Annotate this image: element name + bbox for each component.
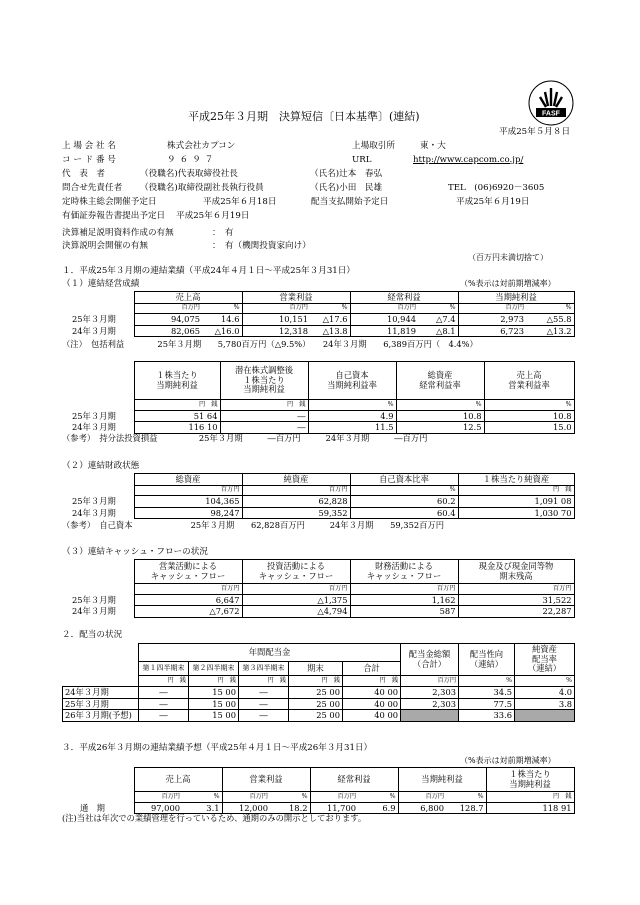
- table-cell: 40 00: [343, 710, 401, 722]
- section3-subtitle: （３）連結キャッシュ・フローの状況: [62, 547, 208, 557]
- table-cell: [62, 303, 134, 314]
- table-cell: ―: [239, 710, 289, 722]
- table-cell: 10.8: [396, 410, 484, 422]
- table-cell: 18.2: [270, 802, 310, 814]
- table-cell: ―: [139, 687, 189, 699]
- table-cell: 12,318: [242, 325, 310, 337]
- table-cell: 12.5: [396, 422, 484, 434]
- table-cell: ―: [239, 687, 289, 699]
- table-cell: △7,672: [134, 606, 242, 618]
- table-cell: 百万円: [458, 303, 526, 314]
- table-cell: 配当性向 （連結）: [459, 644, 515, 676]
- table-header-row: [63, 676, 575, 687]
- table-cell: %: [484, 400, 574, 411]
- table-cell: 2,303: [401, 687, 459, 699]
- table-cell: 百万円: [242, 584, 350, 595]
- table-cell: [62, 474, 134, 486]
- table-header-row: [63, 644, 575, 662]
- table-cell: 自己資本比率: [350, 474, 458, 486]
- table-cell: 百万円: [242, 303, 310, 314]
- table-cell: [62, 362, 134, 400]
- table-cell: 百万円: [401, 676, 459, 687]
- table-cell: 25年３月期: [72, 314, 116, 325]
- table-cell: 円 銭: [239, 676, 289, 687]
- table-cell: 82,065: [134, 325, 202, 337]
- table-cell: 3.8: [515, 698, 575, 710]
- table-cell: 62,828: [242, 496, 350, 508]
- per-share-ratios-table: [62, 361, 575, 434]
- table-cell: 60.4: [350, 507, 458, 519]
- financial-position-table: [62, 473, 575, 519]
- table-cell: 25 00: [289, 698, 343, 710]
- briefing-label: 決算説明会開催の有無: [62, 241, 148, 251]
- table-header-row: [62, 303, 574, 314]
- table-cell: %: [396, 400, 484, 411]
- table-cell: ―: [220, 410, 308, 422]
- table-cell: 6,800: [398, 802, 446, 814]
- table-cell: 百万円: [222, 792, 270, 803]
- table-cell: 22,287: [458, 606, 574, 618]
- table-cell: 116 10: [134, 422, 220, 434]
- table-cell: ―: [139, 710, 189, 722]
- report-filing-label: 有価証券報告書提出予定日: [62, 211, 166, 221]
- company-name-label: 上 場 会 社 名: [62, 141, 116, 151]
- code-label: コ ー ド 番 号: [62, 155, 116, 165]
- table-cell: 12,000: [222, 802, 270, 814]
- header-sales: 売上高: [134, 292, 242, 304]
- table-row: [63, 698, 575, 710]
- table-cell: 年間配当金: [139, 644, 401, 662]
- comprehensive-income-note: （注） 包括利益 25年３月期 5,780百万円（△9.5%） 24年３月期 6,389百万円（ 4.4%）: [62, 339, 478, 349]
- table-cell: △16.0: [202, 325, 242, 337]
- company-url-link[interactable]: http://www.capcom.co.jp/: [413, 155, 524, 165]
- table-cell: 純資産: [242, 474, 350, 486]
- table-cell: 円 銭: [139, 676, 189, 687]
- table-cell: 総資産 経常利益率: [396, 362, 484, 400]
- table-cell: 百万円: [350, 584, 458, 595]
- table-row: [62, 314, 574, 326]
- table-cell: 現金及び現金同等物 期末残高: [458, 560, 574, 584]
- table-cell: 40 00: [343, 687, 401, 699]
- header-net-income: 当期純利益: [458, 292, 574, 304]
- contact-title: （役職名)取締役副社長執行役員: [140, 183, 264, 193]
- table-header-row: [62, 474, 574, 486]
- table-cell: 百万円: [134, 485, 242, 496]
- table-cell: 25年３月期: [72, 496, 116, 507]
- table-cell: 24年３月期: [72, 606, 116, 617]
- table-cell: △13.2: [526, 325, 574, 337]
- table-cell: 純資産 配当率 （連結）: [515, 644, 575, 676]
- table-cell: 14.6: [202, 314, 242, 326]
- table-cell: 15 00: [189, 698, 239, 710]
- briefing-value: ： 有（機関投資家向け）: [212, 241, 311, 251]
- table-cell: 118 91: [486, 802, 574, 814]
- table-cell: 34.5: [459, 687, 515, 699]
- rep-label: 代 表 者: [62, 169, 105, 179]
- table-cell: △4,794: [242, 606, 350, 618]
- table-row: [62, 594, 574, 606]
- table-cell: [62, 292, 134, 304]
- table-cell: 77.5: [459, 698, 515, 710]
- table-cell: △8.1: [418, 325, 458, 337]
- exchange-label: 上場取引所: [352, 141, 395, 151]
- table-cell: 潜在株式調整後 １株当たり 当期純利益: [220, 362, 308, 400]
- table-cell: 合計: [343, 662, 401, 676]
- table-header-row: [62, 584, 574, 595]
- table-cell: 25年３月期: [72, 410, 116, 421]
- table-cell: %: [459, 676, 515, 687]
- table-cell: 40 00: [343, 698, 401, 710]
- dividends-table: [62, 643, 575, 722]
- table-cell: 総資産: [134, 474, 242, 486]
- table-cell: 営業活動による キャッシュ・フロー: [134, 560, 242, 584]
- table-cell: 円 銭: [458, 485, 574, 496]
- table-cell: 24年３月期: [72, 507, 116, 518]
- table-cell: 百万円: [458, 584, 574, 595]
- table-row: [62, 422, 574, 434]
- table-cell: 25 00: [289, 710, 343, 722]
- rounding-note: （百万円未満切捨て）: [468, 253, 548, 262]
- report-date: 平成25年５月８日: [499, 127, 571, 137]
- table-cell: [63, 662, 139, 676]
- table-cell: 6,723: [458, 325, 526, 337]
- table-cell: [515, 710, 575, 722]
- table-cell: 売上高 営業利益率: [484, 362, 574, 400]
- table-cell: 1,162: [350, 594, 458, 606]
- table-cell: 円 銭: [289, 676, 343, 687]
- section2-subtitle: （２）連結財政状態: [62, 461, 140, 471]
- logo-text: FASF: [542, 110, 560, 118]
- table-cell: [62, 584, 134, 595]
- table-cell: 円 銭: [486, 792, 574, 803]
- table-row: [62, 325, 574, 337]
- rep-title: （役職名)代表取締役社長: [140, 169, 238, 179]
- table-cell: 第３四半期末: [239, 662, 289, 676]
- table-cell: 11,819: [350, 325, 418, 337]
- table-cell: 98,247: [134, 507, 242, 519]
- table-cell: 百万円: [134, 584, 242, 595]
- table-cell: 円 銭: [189, 676, 239, 687]
- table-cell: 15.0: [484, 422, 574, 434]
- table-cell: 25 00: [289, 687, 343, 699]
- fasf-logo: [528, 80, 574, 126]
- table-cell: 59,352: [242, 507, 350, 519]
- contact-tel: TEL (06)6920－3605: [448, 183, 545, 193]
- table-cell: 11,700: [310, 802, 358, 814]
- table-cell: 円 銭: [343, 676, 401, 687]
- table-row: [62, 496, 574, 508]
- table-cell: 百万円: [134, 792, 182, 803]
- table-header-row: [62, 292, 574, 304]
- table-cell: １株当たり 当期純利益: [486, 768, 574, 792]
- rep-name: （氏名)辻本 春弘: [310, 169, 383, 179]
- equity-method-note: （参考） 持分法投資損益 25年３月期 ―百万円 24年３月期 ―百万円: [62, 433, 428, 443]
- supplementary-value: ： 有: [212, 228, 234, 238]
- table-cell: %: [308, 400, 396, 411]
- table-cell: 11.5: [308, 422, 396, 434]
- table-cell: △1,375: [242, 594, 350, 606]
- company-code: ９６９７: [167, 155, 218, 165]
- exchange: 東・大: [420, 141, 446, 151]
- table-cell: 2,973: [458, 314, 526, 326]
- table-cell: %: [350, 485, 458, 496]
- table-cell: 60.2: [350, 496, 458, 508]
- table-header-row: [62, 485, 574, 496]
- table-header-row: [62, 400, 574, 411]
- company-name: 株式会社カプコン: [167, 141, 236, 151]
- table-cell: 通 期: [80, 802, 105, 813]
- table-cell: 26年３月期(予想): [63, 710, 139, 722]
- table-cell: 24年３月期: [72, 422, 116, 433]
- table-header-row: [62, 792, 574, 803]
- table-cell: 1,091 08: [458, 496, 574, 508]
- table-cell: 売上高: [134, 768, 222, 792]
- table-cell: 円 銭: [220, 400, 308, 411]
- table-cell: 128.7: [446, 802, 486, 814]
- table-cell: 24年３月期: [63, 687, 139, 699]
- table-cell: 当期純利益: [398, 768, 486, 792]
- equity-note: （参考） 自己資本 25年３月期 62,828百万円 24年３月期 59,352百万円: [62, 520, 445, 530]
- cash-flow-table: [62, 559, 575, 618]
- table-cell: 財務活動による キャッシュ・フロー: [350, 560, 458, 584]
- section1-title: １．平成25年３月期の連結業績（平成24年４月１日～平成25年３月31日）: [62, 266, 355, 276]
- table-cell: 15 00: [189, 687, 239, 699]
- agm-label: 定時株主総会開催予定日: [62, 197, 157, 207]
- table-row: [63, 687, 575, 699]
- table-cell: 25年３月期: [63, 698, 139, 710]
- table-cell: 94,075: [134, 314, 202, 326]
- table-cell: %: [526, 303, 574, 314]
- table-cell: 25年３月期: [72, 594, 116, 605]
- table-cell: 10,151: [242, 314, 310, 326]
- table-cell: 104,365: [134, 496, 242, 508]
- table-cell: 4.0: [515, 687, 575, 699]
- table-header-row: [62, 560, 574, 584]
- table-cell: [62, 400, 134, 411]
- table-row: [62, 802, 574, 814]
- forecast-table: [62, 767, 575, 814]
- contact-name: （氏名)小田 民雄: [310, 183, 383, 193]
- page-title: 平成25年３月期 決算短信〔日本基準〕(連結): [188, 110, 420, 123]
- table-cell: %: [310, 303, 350, 314]
- table-cell: 1,030 70: [458, 507, 574, 519]
- table-row: [63, 710, 575, 722]
- url-label: URL: [352, 155, 372, 165]
- table-cell: １株当たり 当期純利益: [134, 362, 220, 400]
- section1-subtitle: （１）連結経営成績: [62, 279, 140, 289]
- table-cell: [62, 485, 134, 496]
- table-cell: 24年３月期: [72, 325, 116, 336]
- table-cell: %: [202, 303, 242, 314]
- table-cell: 33.6: [459, 710, 515, 722]
- agm-date: 平成25年６月18日: [203, 197, 277, 207]
- section5-pct-note: （%表示は対前期増減率）: [460, 756, 556, 765]
- table-cell: 百万円: [134, 303, 202, 314]
- table-cell: 第１四半期末: [139, 662, 189, 676]
- table-cell: %: [270, 792, 310, 803]
- table-cell: 97,000: [134, 802, 182, 814]
- table-header-row: [62, 768, 574, 792]
- table-cell: 営業利益: [222, 768, 310, 792]
- table-cell: ―: [220, 422, 308, 434]
- header-operating-income: 営業利益: [242, 292, 350, 304]
- section1-pct-note: （%表示は対前期増減率）: [460, 279, 556, 288]
- table-cell: 第２四半期末: [189, 662, 239, 676]
- table-cell: [63, 676, 139, 687]
- table-cell: 自己資本 当期純利益率: [308, 362, 396, 400]
- table-cell: %: [358, 792, 398, 803]
- table-cell: [63, 644, 139, 662]
- table-cell: 51 64: [134, 410, 220, 422]
- dividend-start-date: 平成25年６月19日: [456, 197, 530, 207]
- table-cell: 15 00: [189, 710, 239, 722]
- table-cell: △13.8: [310, 325, 350, 337]
- table-cell: 投資活動による キャッシュ・フロー: [242, 560, 350, 584]
- contact-label: 問合せ先責任者: [62, 183, 123, 193]
- table-cell: 期末: [289, 662, 343, 676]
- table-cell: 経常利益: [310, 768, 398, 792]
- table-cell: 円 銭: [134, 400, 220, 411]
- table-cell: %: [182, 792, 222, 803]
- table-cell: 百万円: [350, 303, 418, 314]
- section5-title: ３．平成26年３月期の連結業績予想（平成25年４月１日～平成26年３月31日）: [62, 743, 373, 753]
- table-cell: [62, 792, 134, 803]
- table-cell: 3.1: [182, 802, 222, 814]
- table-cell: 百万円: [398, 792, 446, 803]
- table-cell: 31,522: [458, 594, 574, 606]
- table-cell: 587: [350, 606, 458, 618]
- table-cell: 6.9: [358, 802, 398, 814]
- table-cell: 2,303: [401, 698, 459, 710]
- table-cell: 4.9: [308, 410, 396, 422]
- table-cell: ―: [239, 698, 289, 710]
- table-cell: △55.8: [526, 314, 574, 326]
- table-cell: 10,944: [350, 314, 418, 326]
- table-cell: △17.6: [310, 314, 350, 326]
- supplementary-label: 決算補足説明資料作成の有無: [62, 228, 174, 238]
- table-cell: １株当たり純資産: [458, 474, 574, 486]
- table-cell: %: [515, 676, 575, 687]
- table-row: [62, 507, 574, 519]
- dividend-start-label: 配当支払開始予定日: [311, 197, 389, 207]
- table-cell: [401, 710, 459, 722]
- section4-title: ２．配当の状況: [62, 630, 123, 640]
- operating-results-table: [62, 291, 575, 337]
- table-cell: ―: [139, 698, 189, 710]
- table-header-row: [62, 362, 574, 400]
- table-row: [62, 606, 574, 618]
- forecast-footnote: (注)当社は年次での業績管理を行っているため、通期のみの開示としております。: [62, 813, 367, 823]
- table-cell: %: [418, 303, 458, 314]
- table-cell: 百万円: [310, 792, 358, 803]
- table-cell: 配当金総額 （合計）: [401, 644, 459, 676]
- table-cell: 6,647: [134, 594, 242, 606]
- report-filing-date: 平成25年６月19日: [176, 211, 250, 221]
- table-row: [62, 410, 574, 422]
- header-ordinary-income: 経常利益: [350, 292, 458, 304]
- table-cell: 百万円: [242, 485, 350, 496]
- table-cell: [62, 768, 134, 792]
- table-cell: [62, 560, 134, 584]
- table-cell: %: [446, 792, 486, 803]
- table-cell: 10.8: [484, 410, 574, 422]
- table-cell: △7.4: [418, 314, 458, 326]
